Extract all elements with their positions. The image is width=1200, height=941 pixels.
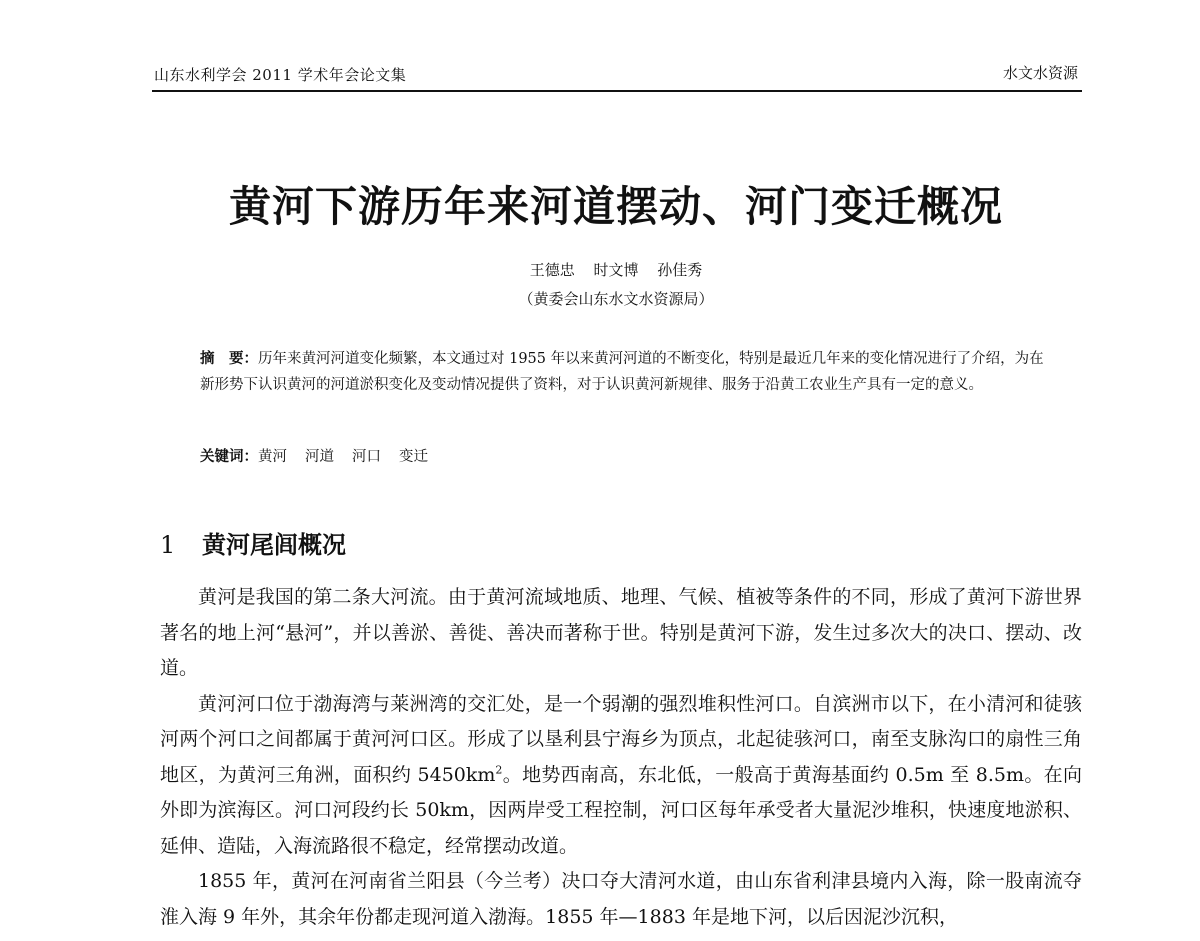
journal-name: 山东水利学会 2011 学术年会论文集: [154, 66, 407, 84]
keyword: 变迁: [399, 449, 428, 465]
section-number: 1: [160, 531, 176, 559]
keywords: [200, 444, 1050, 470]
abstract-label: 摘 要：: [200, 350, 258, 367]
abstract: [200, 346, 1050, 398]
keywords-label: 关键词：: [200, 448, 258, 465]
paragraph-text: 。地势西南高，东北低，一般高于黄海基面约 0.5m 至 8.5m。在向外即为滨海区。河口河段约长 50km，因两岸受工程控制，河口区每年承受者大量泥沙堆积，快速度地淤积、延伸、造陆，入海流路很不稳定，经常摆动改道。: [160, 763, 1082, 857]
body-text: [160, 580, 1082, 935]
author-list: [0, 259, 1200, 280]
paragraph: [160, 687, 1082, 865]
section-name: 水文水资源: [1002, 64, 1078, 82]
keyword: 黄河: [258, 449, 287, 465]
author-name: 孙佳秀: [657, 261, 703, 279]
author-name: 时文博: [593, 261, 639, 279]
paragraph-text: 黄河河口位于渤海湾与莱洲湾的交汇处，是一个弱潮的强烈堆积性河口。自滨洲市以下，在小清河和徒骇河两个河口之间都属于黄河河口区。形成了以垦利县宁海乡为顶点，北起徒骇河口，南至支脉沟口的扇性三角地区，为黄河三角洲，面积约 5450km: [160, 692, 1082, 786]
author-name: 王德忠: [529, 261, 575, 279]
paper-title: 黄河下游历年来河道摆动、河门变迁概况: [228, 182, 1003, 231]
keyword: 河口: [352, 449, 381, 465]
abstract-text: 历年来黄河河道变化频繁，本文通过对 1955 年以来黄河河道的不断变化，特别是最近几年来的变化情况进行了介绍，为在新形势下认识黄河的河道淤积变化及变动情况提供了资料，对于认识黄河新规律、服务于沿黄工农业生产具有一定的意义。: [200, 351, 1044, 393]
running-header: [152, 60, 1082, 92]
section-heading: [160, 525, 346, 560]
section-title: 黄河尾闾概况: [202, 530, 346, 559]
keyword: 河道: [305, 449, 334, 465]
paragraph: 1855 年，黄河在河南省兰阳县（今兰考）决口夺大清河水道，由山东省利津县境内入海，除一股南流夺淮入海 9 年外，其余年份都走现河道入渤海。1855 年—1883 年是地下河，以后因泥沙沉积，: [160, 870, 1082, 928]
paragraph: 黄河是我国的第二条大河流。由于黄河流域地质、地理、气候、植被等条件的不同，形成了黄河下游世界著名的地上河“悬河”，并以善淤、善徙、善决而著称于世。特别是黄河下游，发生过多次大的决口、摆动、改道。: [160, 586, 1082, 679]
affiliation: （黄委会山东水文水资源局）: [518, 290, 714, 308]
superscript: 2: [495, 763, 503, 777]
